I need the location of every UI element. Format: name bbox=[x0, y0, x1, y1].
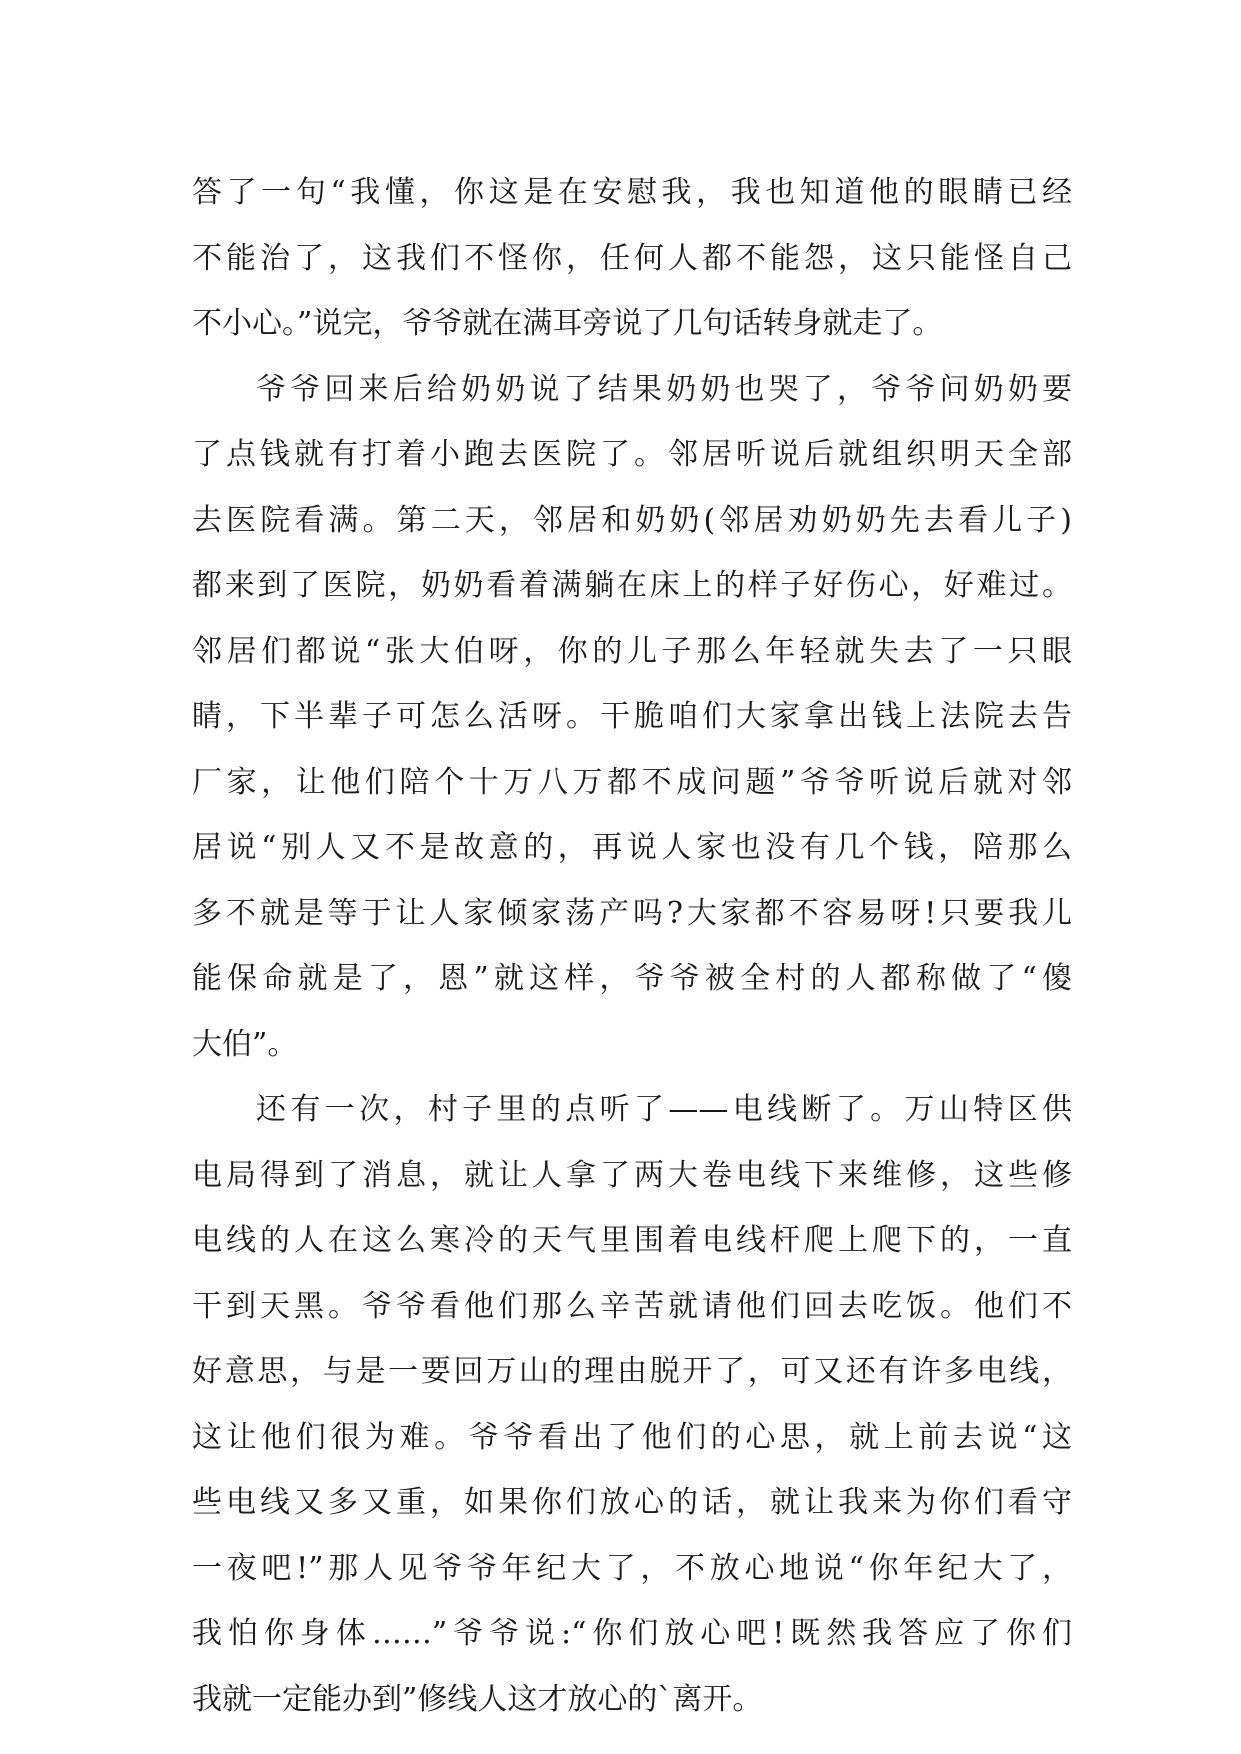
text-line: 答了一句“我懂，你这是在安慰我，我也知道他的眼睛已经 bbox=[192, 175, 1072, 210]
text-line: 爷爷回来后给奶奶说了结果奶奶也哭了，爷爷问奶奶要 bbox=[256, 371, 1072, 407]
text-line: 我怕你身体……”爷爷说:“你们放心吧!既然我答应了你们 bbox=[192, 1616, 1072, 1651]
text-line: 好意思，与是一要回万山的理由脱开了，可又还有许多电线， bbox=[192, 1354, 1072, 1389]
text-line: 都来到了医院，奶奶看着满躺在床上的样子好伤心，好难过。 bbox=[192, 568, 1072, 603]
text-line: 居说“别人又不是故意的，再说人家也没有几个钱，陪那么 bbox=[192, 830, 1072, 865]
text-line: 我就一定能办到”修线人这才放心的`离开。 bbox=[192, 1681, 763, 1717]
text-line: 不小心。”说完，爷爷就在满耳旁说了几句话转身就走了。 bbox=[192, 306, 943, 341]
text-line: 睛，下半辈子可怎么活呀。干脆咱们大家拿出钱上法院去告 bbox=[192, 699, 1072, 734]
text-line: 多不就是等于让人家倾家荡产吗?大家都不容易呀!只要我儿 bbox=[192, 895, 1072, 931]
text-line: 大伯”。 bbox=[192, 1026, 298, 1062]
text-line: 了点钱就有打着小跑去医院了。邻居听说后就组织明天全部 bbox=[192, 437, 1072, 472]
text-line: 邻居们都说“张大伯呀，你的儿子那么年轻就失去了一只眼 bbox=[192, 633, 1072, 669]
text-line: 电线的人在这么寒冷的天气里围着电线杆爬上爬下的，一直 bbox=[192, 1223, 1072, 1258]
text-line: 不能治了，这我们不怪你，任何人都不能怨，这只能怪自己 bbox=[192, 240, 1072, 276]
body-text bbox=[192, 160, 1072, 1732]
text-line: 干到天黑。爷爷看他们那么辛苦就请他们回去吃饭。他们不 bbox=[192, 1288, 1072, 1324]
text-line: 能保命就是了，恩”就这样，爷爷被全村的人都称做了“傻 bbox=[192, 961, 1072, 996]
text-line: 电局得到了消息，就让人拿了两大卷电线下来维修，这些修 bbox=[192, 1157, 1072, 1193]
text-line: 还有一次，村子里的点听了——电线断了。万山特区供 bbox=[256, 1092, 1072, 1127]
text-line: 些电线又多又重，如果你们放心的话，就让我来为你们看守 bbox=[192, 1485, 1072, 1520]
text-line: 一夜吧!”那人见爷爷年纪大了，不放心地说“你年纪大了， bbox=[192, 1550, 1072, 1586]
text-line: 这让他们很为难。爷爷看出了他们的心思，就上前去说“这 bbox=[192, 1419, 1072, 1455]
text-line: 厂家，让他们陪个十万八万都不成问题”爷爷听说后就对邻 bbox=[192, 764, 1072, 800]
text-line: 去医院看满。第二天，邻居和奶奶(邻居劝奶奶先去看儿子) bbox=[192, 502, 1072, 538]
